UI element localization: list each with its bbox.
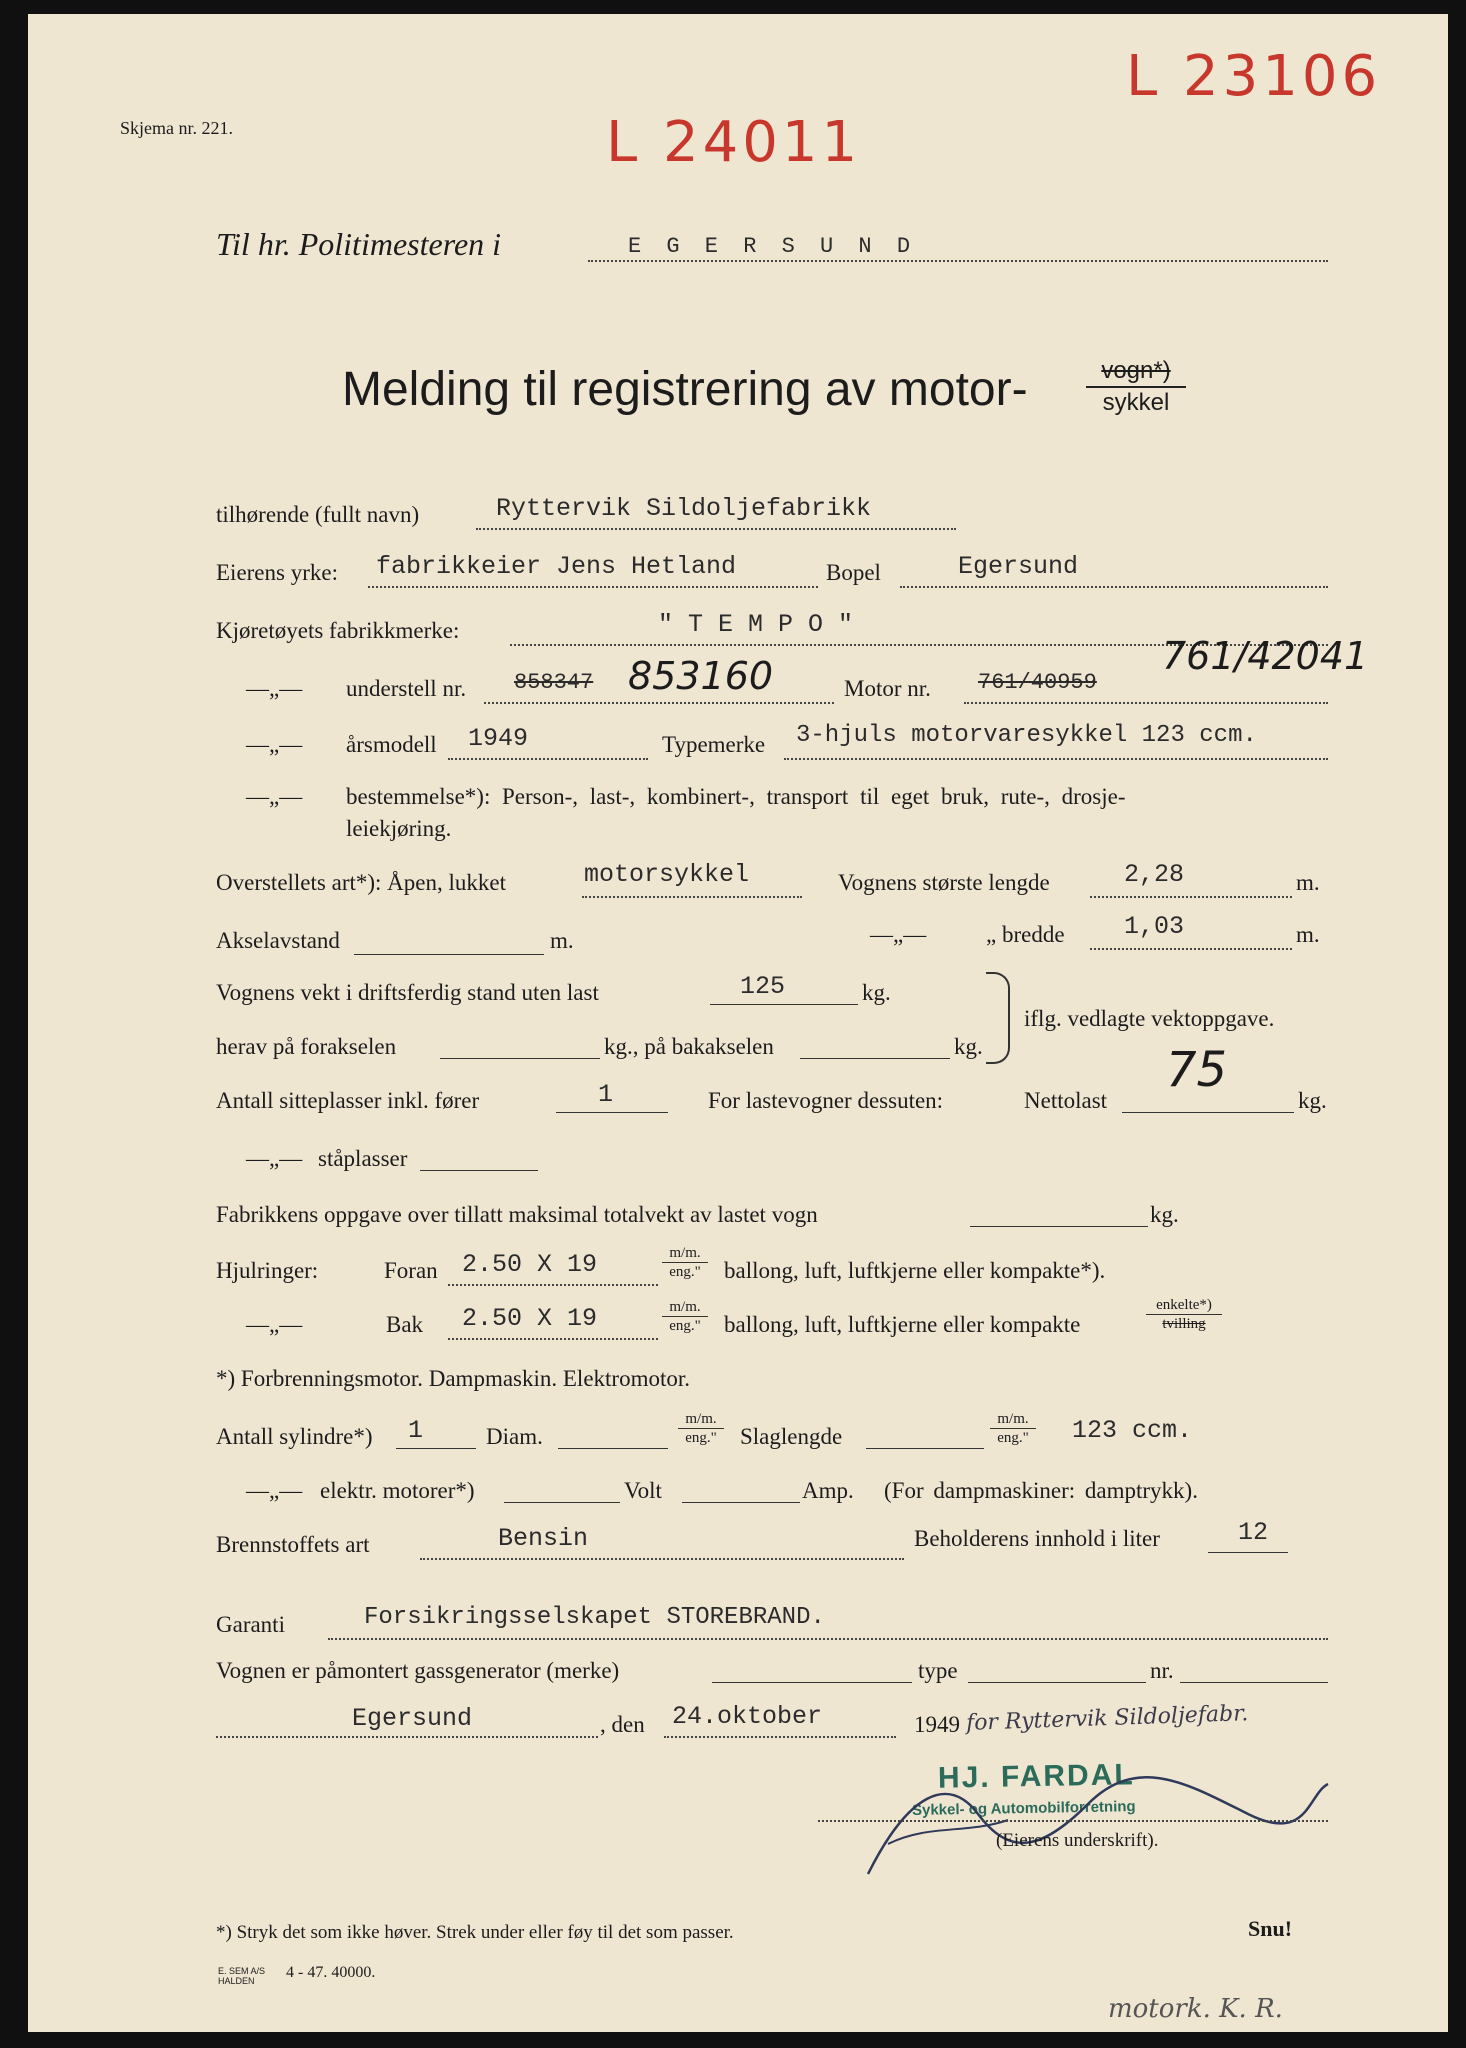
handwritten-signature xyxy=(828,1754,1348,1884)
model-year-line xyxy=(448,758,648,760)
front-axle-label: herav på forakselen xyxy=(216,1034,397,1059)
length-unit: m. xyxy=(1296,870,1320,895)
width-unit: m. xyxy=(1296,922,1320,947)
max-weight-line xyxy=(970,1226,1148,1227)
residence-label: Bopel xyxy=(826,560,881,585)
owner-label: tilhørende (fullt navn) xyxy=(216,502,420,527)
date-label: , den xyxy=(600,1712,645,1737)
displacement-value: 123 ccm. xyxy=(1072,1416,1193,1445)
weight-note: iflg. vedlagte vektoppgave. xyxy=(1024,1006,1275,1031)
insurance-value: Forsikringsselskapet STOREBRAND. xyxy=(364,1604,825,1631)
ditto-mark: —„— xyxy=(246,676,303,701)
type-label: Typemerke xyxy=(662,732,766,757)
fuel-line xyxy=(420,1558,904,1560)
standing-line xyxy=(420,1170,538,1171)
company-stamp-subtitle: Sykkel- og Automobilforretning xyxy=(911,1798,1136,1819)
make-label: Kjøretøyets fabrikkmerke: xyxy=(216,618,460,643)
weight-unit: kg. xyxy=(862,980,891,1005)
gas-generator-label: Vognen er påmontert gassgenerator (merke) xyxy=(216,1658,620,1683)
wheelbase-line xyxy=(354,954,544,955)
date-line xyxy=(664,1736,896,1738)
model-year-value: 1949 xyxy=(468,724,529,753)
purpose-options: Person-, last-, kombinert-, transport til eget bruk, rute-, drosje- xyxy=(502,784,1126,809)
place-line xyxy=(216,1736,598,1738)
wheelbase-unit: m. xyxy=(550,928,574,953)
print-run: 4 - 47. 40000. xyxy=(286,1964,376,1981)
weight-label: Vognens vekt i driftsferdig stand uten last xyxy=(216,980,599,1005)
tank-label: Beholderens innhold i liter xyxy=(914,1526,1160,1551)
company-stamp-name: HJ. FARDAL xyxy=(937,1758,1135,1795)
tyres-rear-value: 2.50 X 19 xyxy=(462,1304,598,1333)
body-type-label: Overstellets art*): Åpen, lukket xyxy=(216,870,506,895)
tyres-front-types: ballong, luft, luftkjerne eller kompakte*). xyxy=(724,1258,1106,1283)
gas-nr-label: nr. xyxy=(1150,1658,1174,1683)
gas-nr-line xyxy=(1180,1682,1328,1683)
document-title: Melding til registrering av motor- xyxy=(342,363,1028,416)
volt-label: Volt xyxy=(624,1478,662,1503)
gas-type-label: type xyxy=(918,1658,958,1683)
chassis-line xyxy=(484,702,834,704)
tyres-front-value: 2.50 X 19 xyxy=(462,1250,598,1279)
weight-value: 125 xyxy=(740,972,786,1001)
signature-line xyxy=(818,1820,1328,1822)
engine-types: *) Forbrenningsmotor. Dampmaskin. Elektromotor. xyxy=(216,1366,691,1391)
cylinders-value: 1 xyxy=(408,1416,424,1445)
archive-reference-top: L 23106 xyxy=(1126,44,1382,109)
stroke-label: Slaglengde xyxy=(740,1424,843,1449)
option-single: enkelte*) xyxy=(1146,1296,1222,1315)
net-load-value: 75 xyxy=(1166,1042,1228,1098)
steam-pressure-label: (For dampmaskiner: damptrykk). xyxy=(884,1478,1198,1503)
gas-type-line xyxy=(968,1682,1146,1683)
occupation-label: Eierens yrke: xyxy=(216,560,338,585)
diameter-unit xyxy=(678,1410,724,1447)
net-load-unit: kg. xyxy=(1298,1088,1327,1113)
fuel-value: Bensin xyxy=(498,1524,589,1553)
electric-motors-label: elektr. motorer*) xyxy=(320,1478,475,1503)
width-line xyxy=(1090,948,1292,950)
occupation-value: fabrikkeier Jens Hetland xyxy=(376,552,737,581)
tyres-front-line xyxy=(448,1284,658,1286)
width-label: „ bredde xyxy=(986,922,1065,947)
printer-mark: E. SEM A/S HALDEN xyxy=(218,1966,266,1986)
front-axle-line xyxy=(440,1058,600,1059)
engine-label: Motor nr. xyxy=(844,676,931,701)
seats-label: Antall sitteplasser inkl. fører xyxy=(216,1088,480,1113)
width-ditto: —„— xyxy=(870,922,927,947)
chassis-old-value: 858347 xyxy=(514,670,594,695)
length-line xyxy=(1090,896,1292,898)
signature-caption: (Eierens underskrift). xyxy=(996,1830,1159,1851)
tyres-rear-label: Bak xyxy=(386,1312,424,1337)
cylinders-line xyxy=(396,1448,476,1449)
amp-label: Amp. xyxy=(802,1478,854,1503)
unit-mm: m/m. xyxy=(990,1410,1036,1429)
archive-reference-crossed: L 24011 xyxy=(606,110,862,175)
ditto-mark: —„— xyxy=(246,1312,303,1337)
rear-axle-label: kg., på bakakselen xyxy=(604,1034,774,1059)
chassis-label: understell nr. xyxy=(346,676,467,701)
fuel-label: Brennstoffets art xyxy=(216,1532,370,1557)
tyres-front-unit xyxy=(662,1244,708,1281)
title-option-sykkel: sykkel xyxy=(1102,389,1170,416)
addressee-label: Til hr. Politimesteren i xyxy=(216,226,502,262)
cargo-label: For lastevogner dessuten: xyxy=(708,1088,944,1113)
wheelbase-label: Akselavstand xyxy=(216,928,340,953)
form-sheet xyxy=(28,14,1448,2032)
standing-label: ståplasser xyxy=(318,1146,408,1171)
residence-line xyxy=(900,586,1328,588)
volt-line xyxy=(682,1502,800,1503)
date-value: 24.oktober xyxy=(672,1702,823,1731)
seats-value: 1 xyxy=(598,1080,614,1109)
length-value: 2,28 xyxy=(1124,860,1185,889)
option-twin: tvilling xyxy=(1162,1316,1206,1332)
unit-eng: eng." xyxy=(997,1430,1029,1446)
unit-mm: m/m. xyxy=(662,1298,708,1317)
ditto-mark: —„— xyxy=(246,732,303,757)
turn-over-note: Snu! xyxy=(1248,1916,1293,1941)
title-vehicle-type xyxy=(1086,356,1186,418)
body-type-value: motorsykkel xyxy=(584,860,750,889)
electric-motors-line xyxy=(504,1502,620,1503)
owner-value: Ryttervik Sildoljefabrikk xyxy=(496,494,872,523)
model-year-label: årsmodell xyxy=(346,732,437,757)
seats-line xyxy=(556,1112,668,1113)
engine-new-value: 761/42041 xyxy=(1162,634,1369,678)
max-weight-label: Fabrikkens oppgave over tillatt maksimal totalvekt av lastet vogn xyxy=(216,1202,818,1227)
tyres-rear-mount xyxy=(1146,1296,1222,1333)
chassis-new-value: 853160 xyxy=(628,654,774,698)
owner-signature-text: for Ryttervik Sildoljefabr. xyxy=(965,1701,1249,1736)
width-value: 1,03 xyxy=(1124,912,1185,941)
unit-eng: eng." xyxy=(685,1430,717,1446)
gas-generator-line xyxy=(712,1682,912,1683)
type-value: 3-hjuls motorvaresykkel 123 ccm. xyxy=(796,722,1257,749)
stroke-unit xyxy=(990,1410,1036,1447)
ditto-mark: —„— xyxy=(246,1146,303,1171)
residence-value: Egersund xyxy=(958,552,1079,581)
form-number: Skjema nr. 221. xyxy=(120,118,233,138)
unit-eng: eng." xyxy=(669,1318,701,1334)
stroke-line xyxy=(866,1448,984,1449)
handwritten-footer-note: motork. K. R. xyxy=(1108,1994,1283,2024)
tyres-rear-unit xyxy=(662,1298,708,1335)
tyres-front-label: Foran xyxy=(384,1258,438,1283)
insurance-label: Garanti xyxy=(216,1612,285,1637)
body-type-line xyxy=(582,896,802,898)
engine-line xyxy=(964,702,1328,704)
make-value: " T E M P O " xyxy=(658,610,854,639)
rear-axle-unit: kg. xyxy=(954,1034,983,1059)
engine-old-value: 761/40959 xyxy=(978,670,1097,695)
purpose-options-continued: leiekjøring. xyxy=(346,816,452,841)
addressee-line xyxy=(588,260,1328,262)
type-line xyxy=(784,758,1328,760)
diameter-label: Diam. xyxy=(486,1424,543,1449)
tank-line xyxy=(1208,1552,1288,1553)
max-weight-unit: kg. xyxy=(1150,1202,1179,1227)
footnote: *) Stryk det som ikke høver. Strek under eller føy til det som passer. xyxy=(216,1922,734,1943)
title-option-vogn: vogn*) xyxy=(1086,356,1186,388)
rear-axle-line xyxy=(800,1058,950,1059)
net-load-label: Nettolast xyxy=(1024,1088,1108,1113)
insurance-line xyxy=(328,1638,1328,1640)
tyres-label: Hjulringer: xyxy=(216,1258,319,1283)
net-load-line xyxy=(1122,1112,1294,1113)
ditto-mark: —„— xyxy=(246,784,303,809)
weight-line xyxy=(710,1004,858,1005)
unit-mm: m/m. xyxy=(662,1244,708,1263)
purpose-label: bestemmelse*): xyxy=(346,784,491,809)
tyres-rear-line xyxy=(448,1338,658,1340)
diameter-line xyxy=(558,1448,668,1449)
owner-line xyxy=(476,528,956,530)
addressee-value: E G E R S U N D xyxy=(628,234,917,259)
length-label: Vognens største lengde xyxy=(838,870,1050,895)
weight-bracket xyxy=(986,972,1010,1064)
cylinders-label: Antall sylindre*) xyxy=(216,1424,373,1449)
place-value: Egersund xyxy=(352,1704,473,1733)
tank-value: 12 xyxy=(1238,1518,1269,1547)
occupation-line xyxy=(368,586,818,588)
tyres-rear-types: ballong, luft, luftkjerne eller kompakte xyxy=(724,1312,1081,1337)
unit-mm: m/m. xyxy=(678,1410,724,1429)
unit-eng: eng." xyxy=(669,1264,701,1280)
ditto-mark: —„— xyxy=(246,1478,303,1503)
year-value: 1949 xyxy=(914,1712,960,1737)
